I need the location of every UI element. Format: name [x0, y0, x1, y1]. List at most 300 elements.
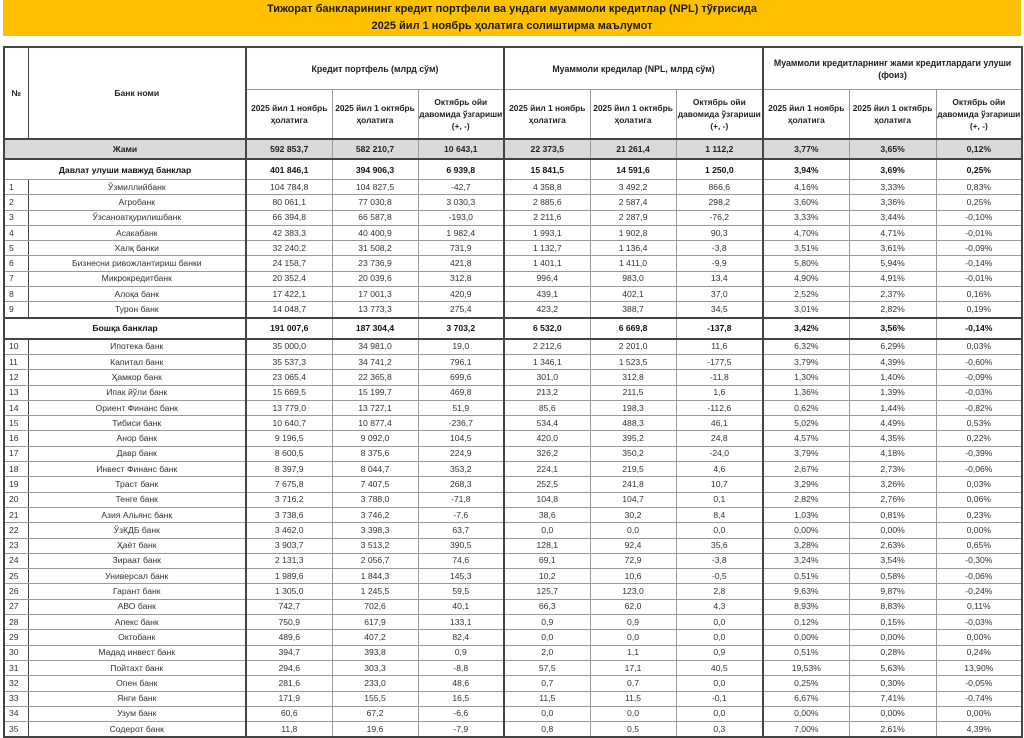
table-row: [4, 370, 1022, 385]
header-share-oct-1: 2025 йил 1 октябрь ҳолатига: [849, 90, 936, 140]
cell-credit-nov: 10 640,7: [246, 416, 332, 431]
cell-npl-change: -11,8: [676, 370, 763, 385]
cell-no: 5: [4, 241, 28, 256]
cell-share-change: 13,90%: [936, 660, 1022, 675]
cell-share-change: 0,25%: [936, 195, 1022, 210]
cell-credit-nov: 750,9: [246, 615, 332, 630]
cell-credit-change: 731,9: [418, 241, 504, 256]
cell-credit-nov: 13 779,0: [246, 400, 332, 415]
cell-credit-change: 51,9: [418, 400, 504, 415]
cell-npl-change: 2,8: [676, 584, 763, 599]
cell-share-change: -0,39%: [936, 446, 1022, 461]
cell-credit-change: -193,0: [418, 210, 504, 225]
cell-no: 17: [4, 446, 28, 461]
cell-npl-change: 8,4: [676, 507, 763, 522]
cell-npl-change: -9,9: [676, 256, 763, 271]
cell-no: 12: [4, 370, 28, 385]
cell-credit-nov: 3 738,6: [246, 507, 332, 522]
table-row: [4, 354, 1022, 369]
cell-npl-oct: 104,7: [590, 492, 676, 507]
cell-npl-oct: 1 136,4: [590, 241, 676, 256]
cell-share-oct: 7,41%: [849, 691, 936, 706]
cell-npl-change: -137,8: [676, 318, 763, 339]
cell-share-oct: 4,39%: [849, 354, 936, 369]
cell-npl-nov: 996,4: [504, 271, 590, 286]
cell-share-change: -0,03%: [936, 385, 1022, 400]
cell-share-nov: 6,67%: [763, 691, 849, 706]
cell-share-nov: 2,52%: [763, 287, 849, 302]
cell-npl-change: 24,8: [676, 431, 763, 446]
cell-share-oct: 3,54%: [849, 553, 936, 568]
table-row: [4, 271, 1022, 286]
cell-share-change: 0,00%: [936, 523, 1022, 538]
cell-npl-nov: 534,4: [504, 416, 590, 431]
cell-share-nov: 2,82%: [763, 492, 849, 507]
table-row: [4, 722, 1022, 738]
cell-share-change: 0,22%: [936, 431, 1022, 446]
cell-no: 20: [4, 492, 28, 507]
cell-credit-change: -236,7: [418, 416, 504, 431]
cell-npl-oct: 2 587,4: [590, 195, 676, 210]
cell-credit-nov: 35 000,0: [246, 339, 332, 355]
cell-share-oct: 0,30%: [849, 676, 936, 691]
cell-share-change: -0,09%: [936, 241, 1022, 256]
cell-credit-nov: 35 537,3: [246, 354, 332, 369]
cell-share-change: 0,06%: [936, 492, 1022, 507]
cell-share-nov: 0,12%: [763, 615, 849, 630]
cell-credit-oct: 1 844,3: [332, 569, 418, 584]
other-banks-row: [4, 318, 1022, 339]
cell-npl-oct: 14 591,6: [590, 159, 676, 180]
cell-npl-change: 0,0: [676, 630, 763, 645]
cell-bank-name: Микрокредитбанк: [28, 271, 246, 286]
cell-bank-name: Гарант банк: [28, 584, 246, 599]
cell-npl-oct: 198,3: [590, 400, 676, 415]
table-row: [4, 660, 1022, 675]
cell-share-nov: 3,77%: [763, 139, 849, 159]
cell-npl-nov: 420,0: [504, 431, 590, 446]
header-npl-share: Муаммоли кредитларнинг жами кредитлардаги улуши (фоиз): [763, 47, 1022, 90]
cell-npl-oct: 62,0: [590, 599, 676, 614]
cell-credit-change: -7,6: [418, 507, 504, 522]
cell-credit-nov: 24 158,7: [246, 256, 332, 271]
cell-credit-oct: 22 365,8: [332, 370, 418, 385]
cell-share-nov: 3,24%: [763, 553, 849, 568]
cell-credit-change: 19,0: [418, 339, 504, 355]
cell-share-oct: 4,71%: [849, 225, 936, 240]
table-row: [4, 523, 1022, 538]
cell-share-change: -0,01%: [936, 225, 1022, 240]
cell-credit-nov: 104 784,8: [246, 180, 332, 195]
cell-bank-name: Янги банк: [28, 691, 246, 706]
cell-credit-change: 40,1: [418, 599, 504, 614]
cell-share-nov: 0,00%: [763, 630, 849, 645]
cell-credit-oct: 66 587,8: [332, 210, 418, 225]
cell-share-change: 0,23%: [936, 507, 1022, 522]
cell-npl-oct: 211,5: [590, 385, 676, 400]
header-credit-october-change: Октябрь ойи давомида ўзгариши (+, -): [418, 90, 504, 140]
cell-bank-name: Зираат банк: [28, 553, 246, 568]
cell-credit-nov: 394,7: [246, 645, 332, 660]
cell-share-nov: 0,00%: [763, 706, 849, 721]
cell-share-oct: 4,49%: [849, 416, 936, 431]
cell-credit-oct: 15 199,7: [332, 385, 418, 400]
cell-share-oct: 1,40%: [849, 370, 936, 385]
cell-credit-oct: 394 906,3: [332, 159, 418, 180]
cell-credit-oct: 10 877,4: [332, 416, 418, 431]
cell-npl-nov: 22 373,5: [504, 139, 590, 159]
cell-credit-change: 63,7: [418, 523, 504, 538]
cell-share-change: -0,60%: [936, 354, 1022, 369]
cell-share-nov: 0,51%: [763, 645, 849, 660]
cell-npl-nov: 439,1: [504, 287, 590, 302]
cell-credit-nov: 281,6: [246, 676, 332, 691]
cell-credit-oct: 233,0: [332, 676, 418, 691]
cell-bank-name: Агробанк: [28, 195, 246, 210]
cell-npl-nov: 38,6: [504, 507, 590, 522]
cell-bank-name: Мадад инвест банк: [28, 645, 246, 660]
row-label: Жами: [4, 139, 246, 159]
cell-npl-oct: 123,0: [590, 584, 676, 599]
cell-credit-oct: 104 827,5: [332, 180, 418, 195]
table-row: [4, 416, 1022, 431]
cell-npl-oct: 92,4: [590, 538, 676, 553]
cell-share-nov: 4,90%: [763, 271, 849, 286]
cell-credit-oct: 407,2: [332, 630, 418, 645]
cell-credit-change: -71,8: [418, 492, 504, 507]
table-row: [4, 225, 1022, 240]
cell-bank-name: Ҳаёт банк: [28, 538, 246, 553]
cell-share-change: 0,00%: [936, 706, 1022, 721]
cell-share-nov: 3,94%: [763, 159, 849, 180]
header-credit-nov-1: 2025 йил 1 ноябрь ҳолатига: [246, 90, 332, 140]
cell-share-oct: 2,73%: [849, 462, 936, 477]
cell-bank-name: Ориент Финанс банк: [28, 400, 246, 415]
cell-npl-change: -177,5: [676, 354, 763, 369]
header-no: №: [4, 47, 28, 139]
cell-share-oct: 2,61%: [849, 722, 936, 738]
cell-no: 13: [4, 385, 28, 400]
cell-share-change: 0,00%: [936, 630, 1022, 645]
cell-share-nov: 2,67%: [763, 462, 849, 477]
cell-credit-nov: 14 048,7: [246, 302, 332, 318]
cell-npl-nov: 66,3: [504, 599, 590, 614]
cell-npl-change: -3,8: [676, 553, 763, 568]
cell-bank-name: Узум банк: [28, 706, 246, 721]
cell-no: 23: [4, 538, 28, 553]
header-npl-oct-1: 2025 йил 1 октябрь ҳолатига: [590, 90, 676, 140]
table-row: [4, 492, 1022, 507]
table-row: [4, 287, 1022, 302]
row-label: Давлат улуши мавжуд банклар: [4, 159, 246, 180]
cell-credit-nov: 489,6: [246, 630, 332, 645]
cell-share-oct: 3,26%: [849, 477, 936, 492]
cell-no: 22: [4, 523, 28, 538]
cell-npl-change: 298,2: [676, 195, 763, 210]
cell-share-oct: 2,76%: [849, 492, 936, 507]
cell-credit-change: 16,5: [418, 691, 504, 706]
cell-credit-oct: 9 092,0: [332, 431, 418, 446]
cell-share-nov: 5,80%: [763, 256, 849, 271]
cell-no: 28: [4, 615, 28, 630]
cell-share-change: -0,06%: [936, 569, 1022, 584]
cell-bank-name: Ҳамкор банк: [28, 370, 246, 385]
cell-npl-nov: 0,0: [504, 706, 590, 721]
cell-share-nov: 3,42%: [763, 318, 849, 339]
cell-npl-nov: 57,5: [504, 660, 590, 675]
cell-npl-oct: 17,1: [590, 660, 676, 675]
cell-credit-oct: 155,5: [332, 691, 418, 706]
cell-bank-name: Давр банк: [28, 446, 246, 461]
cell-npl-nov: 0,9: [504, 615, 590, 630]
cell-credit-oct: 617,9: [332, 615, 418, 630]
header-credit-oct-1: 2025 йил 1 октябрь ҳолатига: [332, 90, 418, 140]
cell-npl-nov: 423,2: [504, 302, 590, 318]
cell-credit-nov: 7 675,8: [246, 477, 332, 492]
cell-npl-oct: 488,3: [590, 416, 676, 431]
cell-npl-nov: 1 346,1: [504, 354, 590, 369]
cell-share-nov: 8,93%: [763, 599, 849, 614]
cell-credit-change: 3 030,3: [418, 195, 504, 210]
cell-credit-oct: 8 044,7: [332, 462, 418, 477]
cell-share-nov: 3,01%: [763, 302, 849, 318]
cell-no: 9: [4, 302, 28, 318]
cell-share-nov: 4,70%: [763, 225, 849, 240]
cell-npl-change: 1 250,0: [676, 159, 763, 180]
cell-credit-change: 699,6: [418, 370, 504, 385]
cell-no: 15: [4, 416, 28, 431]
cell-npl-oct: 3 492,2: [590, 180, 676, 195]
report-title: [3, 0, 1021, 36]
cell-npl-nov: 326,2: [504, 446, 590, 461]
cell-npl-nov: 224,1: [504, 462, 590, 477]
cell-npl-oct: 6 669,8: [590, 318, 676, 339]
cell-share-change: -0,10%: [936, 210, 1022, 225]
cell-npl-oct: 2 287,9: [590, 210, 676, 225]
cell-credit-nov: 742,7: [246, 599, 332, 614]
cell-npl-oct: 219,5: [590, 462, 676, 477]
cell-share-change: -0,14%: [936, 318, 1022, 339]
cell-credit-change: -42,7: [418, 180, 504, 195]
cell-no: 25: [4, 569, 28, 584]
cell-share-change: 0,03%: [936, 339, 1022, 355]
cell-npl-change: 46,1: [676, 416, 763, 431]
cell-credit-nov: 80 061,1: [246, 195, 332, 210]
table-row: [4, 645, 1022, 660]
cell-share-oct: 0,15%: [849, 615, 936, 630]
cell-share-oct: 0,28%: [849, 645, 936, 660]
cell-share-oct: 5,63%: [849, 660, 936, 675]
cell-credit-nov: 11,8: [246, 722, 332, 738]
header-share-nov-1: 2025 йил 1 ноябрь ҳолатига: [763, 90, 849, 140]
cell-bank-name: ЎзКДБ банк: [28, 523, 246, 538]
cell-share-nov: 0,25%: [763, 676, 849, 691]
header-bank-name: Банк номи: [28, 47, 246, 139]
cell-npl-change: 37,0: [676, 287, 763, 302]
table-row: [4, 599, 1022, 614]
cell-credit-change: 104,5: [418, 431, 504, 446]
cell-npl-nov: 69,1: [504, 553, 590, 568]
cell-share-oct: 3,33%: [849, 180, 936, 195]
cell-npl-change: 90,3: [676, 225, 763, 240]
cell-npl-change: 40,5: [676, 660, 763, 675]
cell-credit-nov: 3 903,7: [246, 538, 332, 553]
cell-npl-change: 13,4: [676, 271, 763, 286]
cell-share-nov: 3,29%: [763, 477, 849, 492]
cell-credit-nov: 8 600,5: [246, 446, 332, 461]
cell-share-change: -0,03%: [936, 615, 1022, 630]
cell-npl-change: 0,0: [676, 706, 763, 721]
cell-no: 29: [4, 630, 28, 645]
cell-share-change: -0,74%: [936, 691, 1022, 706]
cell-credit-change: 0,9: [418, 645, 504, 660]
cell-share-change: 0,65%: [936, 538, 1022, 553]
cell-npl-change: 1,6: [676, 385, 763, 400]
cell-credit-change: 469,8: [418, 385, 504, 400]
cell-npl-nov: 0,0: [504, 523, 590, 538]
cell-bank-name: Асакабанк: [28, 225, 246, 240]
cell-npl-change: -76,2: [676, 210, 763, 225]
cell-npl-nov: 10,2: [504, 569, 590, 584]
cell-npl-nov: 0,7: [504, 676, 590, 691]
cell-npl-oct: 0,5: [590, 722, 676, 738]
cell-share-oct: 3,65%: [849, 139, 936, 159]
cell-share-oct: 0,81%: [849, 507, 936, 522]
cell-npl-nov: 213,2: [504, 385, 590, 400]
cell-bank-name: Анор банк: [28, 431, 246, 446]
cell-credit-oct: 303,3: [332, 660, 418, 675]
cell-bank-name: Инвест Финанс банк: [28, 462, 246, 477]
cell-npl-change: 34,5: [676, 302, 763, 318]
cell-credit-oct: 34 981,0: [332, 339, 418, 355]
cell-share-oct: 3,36%: [849, 195, 936, 210]
table-row: [4, 241, 1022, 256]
cell-credit-nov: 3 462,0: [246, 523, 332, 538]
cell-share-nov: 3,79%: [763, 446, 849, 461]
cell-credit-oct: 3 513,2: [332, 538, 418, 553]
cell-credit-nov: 1 989,6: [246, 569, 332, 584]
npl-table: [3, 46, 1023, 738]
cell-share-change: 0,11%: [936, 599, 1022, 614]
cell-bank-name: Универсал банк: [28, 569, 246, 584]
cell-npl-change: 35,6: [676, 538, 763, 553]
cell-share-change: 0,12%: [936, 139, 1022, 159]
cell-share-oct: 3,69%: [849, 159, 936, 180]
cell-npl-oct: 1 411,0: [590, 256, 676, 271]
cell-no: 2: [4, 195, 28, 210]
cell-share-nov: 1,30%: [763, 370, 849, 385]
cell-share-oct: 0,58%: [849, 569, 936, 584]
cell-npl-nov: 4 358,8: [504, 180, 590, 195]
header-npl-nov-1: 2025 йил 1 ноябрь ҳолатига: [504, 90, 590, 140]
cell-npl-oct: 402,1: [590, 287, 676, 302]
cell-share-oct: 4,91%: [849, 271, 936, 286]
table-row: [4, 615, 1022, 630]
cell-no: 7: [4, 271, 28, 286]
cell-share-change: -0,30%: [936, 553, 1022, 568]
cell-bank-name: Ипотека банк: [28, 339, 246, 355]
cell-credit-oct: 3 746,2: [332, 507, 418, 522]
cell-share-nov: 4,16%: [763, 180, 849, 195]
cell-credit-oct: 31 508,2: [332, 241, 418, 256]
cell-credit-oct: 1 245,5: [332, 584, 418, 599]
cell-npl-nov: 2 885,6: [504, 195, 590, 210]
cell-npl-oct: 312,8: [590, 370, 676, 385]
cell-share-nov: 7,00%: [763, 722, 849, 738]
cell-npl-nov: 2 211,6: [504, 210, 590, 225]
cell-credit-nov: 592 853,7: [246, 139, 332, 159]
cell-credit-nov: 2 131,3: [246, 553, 332, 568]
cell-npl-nov: 104,8: [504, 492, 590, 507]
cell-credit-nov: 1 305,0: [246, 584, 332, 599]
cell-npl-change: 0,0: [676, 615, 763, 630]
table-row: [4, 210, 1022, 225]
cell-share-oct: 5,94%: [849, 256, 936, 271]
cell-npl-change: 10,7: [676, 477, 763, 492]
cell-credit-oct: 67,2: [332, 706, 418, 721]
cell-npl-oct: 21 261,4: [590, 139, 676, 159]
cell-share-change: -0,09%: [936, 370, 1022, 385]
table-row: [4, 584, 1022, 599]
cell-credit-oct: 3 788,0: [332, 492, 418, 507]
cell-share-oct: 0,00%: [849, 706, 936, 721]
cell-credit-oct: 13 727,1: [332, 400, 418, 415]
cell-share-nov: 9,63%: [763, 584, 849, 599]
cell-npl-nov: 1 993,1: [504, 225, 590, 240]
cell-credit-change: 82,4: [418, 630, 504, 645]
cell-credit-oct: 393,8: [332, 645, 418, 660]
cell-npl-oct: 30,2: [590, 507, 676, 522]
cell-npl-oct: 0,7: [590, 676, 676, 691]
table-row: [4, 400, 1022, 415]
table-row: [4, 431, 1022, 446]
cell-no: 30: [4, 645, 28, 660]
cell-share-nov: 0,62%: [763, 400, 849, 415]
cell-share-change: 0,24%: [936, 645, 1022, 660]
cell-share-oct: 2,82%: [849, 302, 936, 318]
cell-npl-change: 11,6: [676, 339, 763, 355]
cell-npl-change: -0,1: [676, 691, 763, 706]
cell-share-oct: 4,35%: [849, 431, 936, 446]
cell-share-nov: 1,03%: [763, 507, 849, 522]
cell-npl-nov: 0,8: [504, 722, 590, 738]
cell-credit-change: 133,1: [418, 615, 504, 630]
cell-share-nov: 1,36%: [763, 385, 849, 400]
cell-npl-nov: 252,5: [504, 477, 590, 492]
cell-credit-change: 48,6: [418, 676, 504, 691]
cell-share-oct: 1,44%: [849, 400, 936, 415]
cell-credit-nov: 23 065,4: [246, 370, 332, 385]
cell-credit-change: 390,5: [418, 538, 504, 553]
cell-share-change: -0,24%: [936, 584, 1022, 599]
cell-credit-change: 268,3: [418, 477, 504, 492]
row-label: Бошқа банклар: [4, 318, 246, 339]
table-row: [4, 676, 1022, 691]
cell-npl-nov: 6 532,0: [504, 318, 590, 339]
cell-share-nov: 3,60%: [763, 195, 849, 210]
cell-bank-name: Опен банк: [28, 676, 246, 691]
cell-bank-name: Октобанк: [28, 630, 246, 645]
cell-share-oct: 4,18%: [849, 446, 936, 461]
cell-credit-change: 10 643,1: [418, 139, 504, 159]
cell-share-nov: 0,51%: [763, 569, 849, 584]
cell-credit-oct: 3 398,3: [332, 523, 418, 538]
cell-no: 14: [4, 400, 28, 415]
cell-bank-name: Бизнесни ривожлантириш банки: [28, 256, 246, 271]
cell-credit-nov: 42 383,3: [246, 225, 332, 240]
cell-credit-oct: 8 375,6: [332, 446, 418, 461]
cell-credit-oct: 19,6: [332, 722, 418, 738]
